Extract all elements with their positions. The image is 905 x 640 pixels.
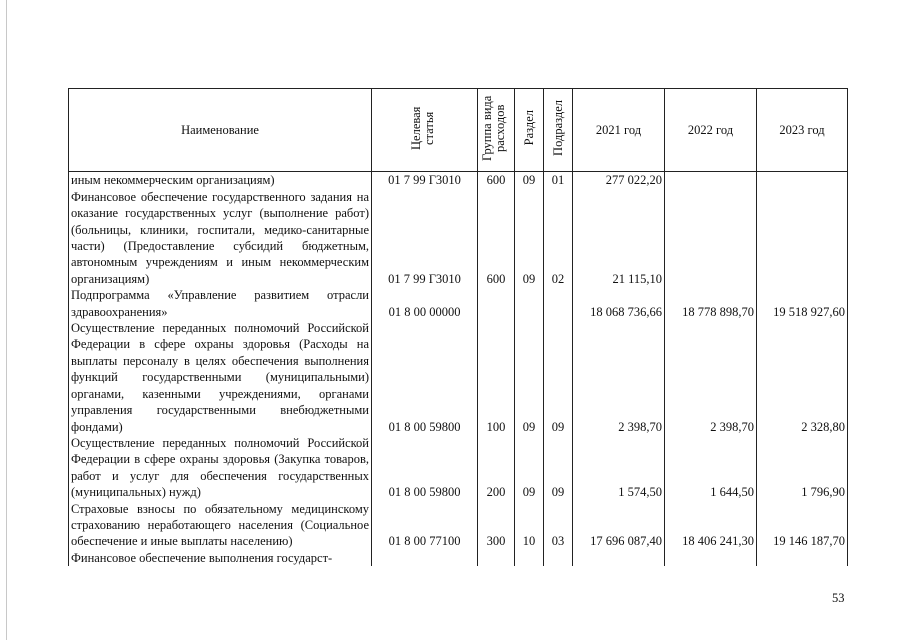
cell-2021: 277 022,20 bbox=[573, 172, 665, 189]
table-row bbox=[69, 501, 848, 550]
cell-subsection: 09 bbox=[544, 320, 573, 435]
cell-expense-group: 600 bbox=[478, 189, 515, 287]
table-row bbox=[69, 172, 848, 189]
cell-2022 bbox=[665, 172, 757, 189]
header-name: Наименование bbox=[69, 89, 372, 172]
cell-2023: 1 796,90 bbox=[757, 435, 848, 501]
cell-2023 bbox=[757, 172, 848, 189]
table-row bbox=[69, 320, 848, 435]
cell-name: Финансовое обеспечение государственного задания на оказание государственных услуг (выполнение работ) (больницы, клиники, госпитали, медико-санитарные части) (Предоставление субсидий бюджетным, автономным учреждениям и иным некоммерческим организациям) bbox=[69, 189, 372, 287]
cell-2021: 2 398,70 bbox=[573, 320, 665, 435]
cell-section: 09 bbox=[515, 189, 544, 287]
header-expense-group: Группа вида расходов bbox=[478, 89, 515, 172]
cell-expense-group: 100 bbox=[478, 320, 515, 435]
cell-2022 bbox=[665, 189, 757, 287]
cell-subsection: 01 bbox=[544, 172, 573, 189]
cell-2022: 18 406 241,30 bbox=[665, 501, 757, 550]
cell-2023 bbox=[757, 189, 848, 287]
cell-2021: 17 696 087,40 bbox=[573, 501, 665, 550]
cell-target-article: 01 7 99 Г3010 bbox=[372, 172, 478, 189]
budget-table bbox=[68, 88, 848, 566]
cell-target-article: 01 7 99 Г3010 bbox=[372, 189, 478, 287]
cell-section bbox=[515, 550, 544, 566]
header-subsection: Подраздел bbox=[544, 89, 573, 172]
header-2023: 2023 год bbox=[757, 89, 848, 172]
cell-subsection: 03 bbox=[544, 501, 573, 550]
cell-name: Подпрограмма «Управление развитием отрасли здравоохранения» bbox=[69, 287, 372, 320]
cell-subsection: 09 bbox=[544, 435, 573, 501]
cell-section: 09 bbox=[515, 172, 544, 189]
cell-name: иным некоммерческим организациям) bbox=[69, 172, 372, 189]
cell-2022: 1 644,50 bbox=[665, 435, 757, 501]
cell-name: Страховые взносы по обязательному медицинскому страхованию неработающего населения (Социальное обеспечение и иные выплаты населению) bbox=[69, 501, 372, 550]
cell-name: Осуществление переданных полномочий Российской Федерации в сфере охраны здоровья (Расходы на выплаты персоналу в целях обеспечения выполнения функций государственными (муниципальными) органами, казенными учреждениями, органами управления государственными внебюджетными фондами) bbox=[69, 320, 372, 435]
cell-2021 bbox=[573, 550, 665, 566]
header-2021: 2021 год bbox=[573, 89, 665, 172]
cell-name: Осуществление переданных полномочий Российской Федерации в сфере охраны здоровья (Закупка товаров, работ и услуг для обеспечения государственных (муниципальных) нужд) bbox=[69, 435, 372, 501]
cell-expense-group bbox=[478, 550, 515, 566]
page-number: 53 bbox=[832, 591, 845, 605]
cell-2022: 18 778 898,70 bbox=[665, 287, 757, 320]
table-row bbox=[69, 189, 848, 287]
header-target-article: Целевая статья bbox=[372, 89, 478, 172]
cell-target-article: 01 8 00 00000 bbox=[372, 287, 478, 320]
cell-2021: 21 115,10 bbox=[573, 189, 665, 287]
table-row bbox=[69, 287, 848, 320]
cell-2021: 18 068 736,66 bbox=[573, 287, 665, 320]
cell-target-article: 01 8 00 77100 bbox=[372, 501, 478, 550]
cell-section bbox=[515, 287, 544, 320]
cell-2023 bbox=[757, 550, 848, 566]
cell-target-article: 01 8 00 59800 bbox=[372, 435, 478, 501]
cell-subsection bbox=[544, 287, 573, 320]
cell-target-article bbox=[372, 550, 478, 566]
cell-2023: 19 146 187,70 bbox=[757, 501, 848, 550]
cell-subsection bbox=[544, 550, 573, 566]
header-2022: 2022 год bbox=[665, 89, 757, 172]
cell-2022 bbox=[665, 550, 757, 566]
cell-2022: 2 398,70 bbox=[665, 320, 757, 435]
table-row bbox=[69, 435, 848, 501]
cell-expense-group: 200 bbox=[478, 435, 515, 501]
cell-target-article: 01 8 00 59800 bbox=[372, 320, 478, 435]
table-row bbox=[69, 550, 848, 566]
cell-2021: 1 574,50 bbox=[573, 435, 665, 501]
cell-expense-group: 300 bbox=[478, 501, 515, 550]
table-body bbox=[69, 172, 848, 566]
cell-section: 09 bbox=[515, 435, 544, 501]
cell-expense-group: 600 bbox=[478, 172, 515, 189]
header-section: Раздел bbox=[515, 89, 544, 172]
cell-expense-group bbox=[478, 287, 515, 320]
page-margin-line bbox=[6, 0, 7, 640]
cell-subsection: 02 bbox=[544, 189, 573, 287]
cell-2023: 2 328,80 bbox=[757, 320, 848, 435]
cell-2023: 19 518 927,60 bbox=[757, 287, 848, 320]
cell-section: 09 bbox=[515, 320, 544, 435]
cell-section: 10 bbox=[515, 501, 544, 550]
table-header bbox=[69, 89, 848, 172]
cell-name: Финансовое обеспечение выполнения государст- bbox=[69, 550, 372, 566]
